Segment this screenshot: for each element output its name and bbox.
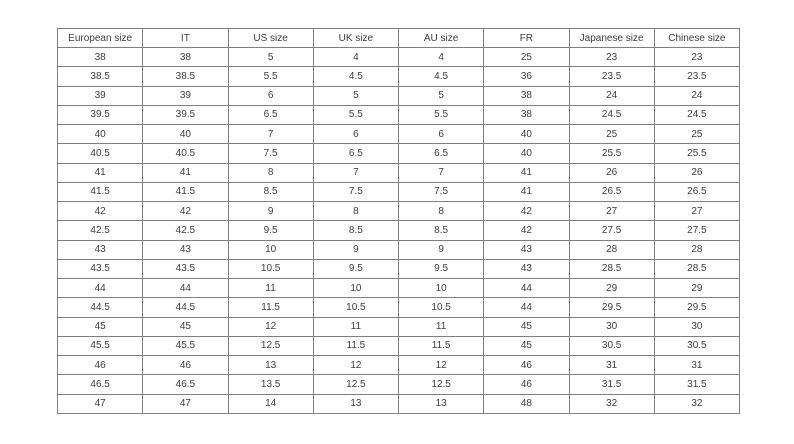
column-header-fr: FR [484, 29, 569, 48]
table-row [58, 202, 740, 221]
table-cell: 27 [654, 202, 739, 221]
table-cell: 43 [58, 240, 143, 259]
table-cell: 40 [143, 125, 228, 144]
table-cell: 38.5 [143, 67, 228, 86]
table-cell: 48 [484, 394, 569, 414]
table-cell: 38 [484, 86, 569, 105]
table-cell: 13 [228, 356, 313, 375]
table-cell: 41.5 [58, 182, 143, 201]
column-header-japanese-size: Japanese size [569, 29, 654, 48]
table-cell: 43.5 [143, 259, 228, 278]
table-cell: 28 [569, 240, 654, 259]
table-body [58, 48, 740, 414]
table-cell: 44.5 [143, 298, 228, 317]
column-header-au-size: AU size [399, 29, 484, 48]
table-row [58, 356, 740, 375]
table-cell: 23 [569, 48, 654, 67]
table-cell: 40 [58, 125, 143, 144]
table-cell: 43 [484, 240, 569, 259]
column-header-uk-size: UK size [313, 29, 398, 48]
table-cell: 30 [569, 317, 654, 336]
table-cell: 40 [484, 144, 569, 163]
table-cell: 36 [484, 67, 569, 86]
table-row [58, 182, 740, 201]
table-cell: 41 [143, 163, 228, 182]
shoe-size-conversion-table [57, 28, 740, 414]
table-row [58, 259, 740, 278]
table-cell: 11.5 [399, 336, 484, 355]
table-cell: 28 [654, 240, 739, 259]
table-cell: 25 [569, 125, 654, 144]
table-cell: 42 [484, 221, 569, 240]
table-row [58, 48, 740, 67]
table-cell: 9 [228, 202, 313, 221]
table-cell: 9.5 [228, 221, 313, 240]
table-cell: 45 [484, 317, 569, 336]
table-cell: 27 [569, 202, 654, 221]
table-cell: 46.5 [143, 375, 228, 394]
table-header [58, 29, 740, 48]
table-cell: 9 [313, 240, 398, 259]
table-cell: 5.5 [313, 105, 398, 124]
table-cell: 26 [654, 163, 739, 182]
table-cell: 5.5 [399, 105, 484, 124]
table-cell: 38 [58, 48, 143, 67]
table-cell: 42 [58, 202, 143, 221]
table-cell: 11 [228, 279, 313, 298]
table-row [58, 394, 740, 414]
table-cell: 7.5 [399, 182, 484, 201]
table-cell: 27.5 [654, 221, 739, 240]
table-cell: 12 [228, 317, 313, 336]
table-cell: 7 [228, 125, 313, 144]
table-cell: 8 [399, 202, 484, 221]
table-cell: 45 [143, 317, 228, 336]
table-cell: 25.5 [654, 144, 739, 163]
table-cell: 7 [399, 163, 484, 182]
table-cell: 31.5 [569, 375, 654, 394]
table-cell: 6 [313, 125, 398, 144]
table-cell: 42.5 [58, 221, 143, 240]
table-cell: 47 [58, 394, 143, 414]
table-row [58, 163, 740, 182]
table-cell: 39.5 [58, 105, 143, 124]
table-row [58, 375, 740, 394]
table-cell: 8.5 [228, 182, 313, 201]
table-cell: 10.5 [313, 298, 398, 317]
table-cell: 9 [399, 240, 484, 259]
table-cell: 29 [654, 279, 739, 298]
table-cell: 12.5 [399, 375, 484, 394]
table-cell: 26.5 [569, 182, 654, 201]
table-header-row [58, 29, 740, 48]
table-row [58, 144, 740, 163]
table-cell: 28.5 [654, 259, 739, 278]
table-cell: 43.5 [58, 259, 143, 278]
table-cell: 39 [58, 86, 143, 105]
table-cell: 24.5 [654, 105, 739, 124]
table-row [58, 240, 740, 259]
table-row [58, 67, 740, 86]
column-header-european-size: European size [58, 29, 143, 48]
table-cell: 11 [399, 317, 484, 336]
table-cell: 42 [484, 202, 569, 221]
table-cell: 40.5 [58, 144, 143, 163]
table-cell: 44 [143, 279, 228, 298]
table-cell: 30 [654, 317, 739, 336]
table-cell: 8 [313, 202, 398, 221]
table-cell: 45.5 [143, 336, 228, 355]
table-cell: 46 [143, 356, 228, 375]
table-cell: 40.5 [143, 144, 228, 163]
table-cell: 46 [484, 356, 569, 375]
table-cell: 39 [143, 86, 228, 105]
table-cell: 44 [484, 298, 569, 317]
table-cell: 6 [228, 86, 313, 105]
table-cell: 44 [58, 279, 143, 298]
table-cell: 29 [569, 279, 654, 298]
table-cell: 12 [399, 356, 484, 375]
table-cell: 45.5 [58, 336, 143, 355]
table-cell: 9.5 [399, 259, 484, 278]
table-cell: 6 [399, 125, 484, 144]
table-cell: 31 [569, 356, 654, 375]
table-cell: 43 [484, 259, 569, 278]
table-cell: 26 [569, 163, 654, 182]
table-cell: 11.5 [228, 298, 313, 317]
table-cell: 4 [313, 48, 398, 67]
table-cell: 23 [654, 48, 739, 67]
table-cell: 46.5 [58, 375, 143, 394]
table-cell: 23.5 [569, 67, 654, 86]
table-cell: 45 [484, 336, 569, 355]
table-cell: 42.5 [143, 221, 228, 240]
table-cell: 43 [143, 240, 228, 259]
table-cell: 4.5 [313, 67, 398, 86]
table-cell: 29.5 [569, 298, 654, 317]
table-row [58, 279, 740, 298]
table-cell: 24 [569, 86, 654, 105]
table-cell: 6.5 [399, 144, 484, 163]
table-cell: 12.5 [313, 375, 398, 394]
table-cell: 40 [484, 125, 569, 144]
table-cell: 32 [654, 394, 739, 414]
table-cell: 44.5 [58, 298, 143, 317]
table-cell: 5 [313, 86, 398, 105]
table-cell: 38.5 [58, 67, 143, 86]
column-header-it: IT [143, 29, 228, 48]
table-cell: 10.5 [228, 259, 313, 278]
table-cell: 12 [313, 356, 398, 375]
table-cell: 46 [58, 356, 143, 375]
table-cell: 12.5 [228, 336, 313, 355]
table-row [58, 298, 740, 317]
table-cell: 9.5 [313, 259, 398, 278]
table-cell: 30.5 [569, 336, 654, 355]
table-cell: 32 [569, 394, 654, 414]
table-cell: 47 [143, 394, 228, 414]
table-cell: 10.5 [399, 298, 484, 317]
table-cell: 4.5 [399, 67, 484, 86]
table-cell: 5 [399, 86, 484, 105]
table-cell: 46 [484, 375, 569, 394]
table-cell: 11.5 [313, 336, 398, 355]
column-header-us-size: US size [228, 29, 313, 48]
table-cell: 8.5 [399, 221, 484, 240]
table-cell: 7 [313, 163, 398, 182]
table-cell: 45 [58, 317, 143, 336]
table-cell: 31.5 [654, 375, 739, 394]
table-cell: 24 [654, 86, 739, 105]
table-cell: 5 [228, 48, 313, 67]
table-cell: 25 [484, 48, 569, 67]
table-row [58, 336, 740, 355]
table-cell: 25.5 [569, 144, 654, 163]
table-cell: 38 [484, 105, 569, 124]
table-cell: 23.5 [654, 67, 739, 86]
table-cell: 30.5 [654, 336, 739, 355]
table-cell: 5.5 [228, 67, 313, 86]
table-cell: 28.5 [569, 259, 654, 278]
table-cell: 41.5 [143, 182, 228, 201]
table-cell: 29.5 [654, 298, 739, 317]
table-cell: 13 [399, 394, 484, 414]
table-row [58, 221, 740, 240]
table-cell: 42 [143, 202, 228, 221]
table-cell: 7.5 [313, 182, 398, 201]
table-row [58, 317, 740, 336]
table-cell: 31 [654, 356, 739, 375]
table-cell: 11 [313, 317, 398, 336]
table-cell: 10 [313, 279, 398, 298]
table-cell: 10 [399, 279, 484, 298]
table-cell: 27.5 [569, 221, 654, 240]
table-cell: 6.5 [313, 144, 398, 163]
table-cell: 44 [484, 279, 569, 298]
table-row [58, 105, 740, 124]
table-cell: 25 [654, 125, 739, 144]
table-cell: 14 [228, 394, 313, 414]
table-cell: 8.5 [313, 221, 398, 240]
table-cell: 10 [228, 240, 313, 259]
table-row [58, 125, 740, 144]
table-cell: 6.5 [228, 105, 313, 124]
table-cell: 13 [313, 394, 398, 414]
table-cell: 8 [228, 163, 313, 182]
table-cell: 41 [58, 163, 143, 182]
table-cell: 38 [143, 48, 228, 67]
table-cell: 41 [484, 182, 569, 201]
table-cell: 41 [484, 163, 569, 182]
table-cell: 26.5 [654, 182, 739, 201]
table-cell: 24.5 [569, 105, 654, 124]
table-cell: 13.5 [228, 375, 313, 394]
table-cell: 39.5 [143, 105, 228, 124]
table-row [58, 86, 740, 105]
table-cell: 4 [399, 48, 484, 67]
table-cell: 7.5 [228, 144, 313, 163]
column-header-chinese-size: Chinese size [654, 29, 739, 48]
